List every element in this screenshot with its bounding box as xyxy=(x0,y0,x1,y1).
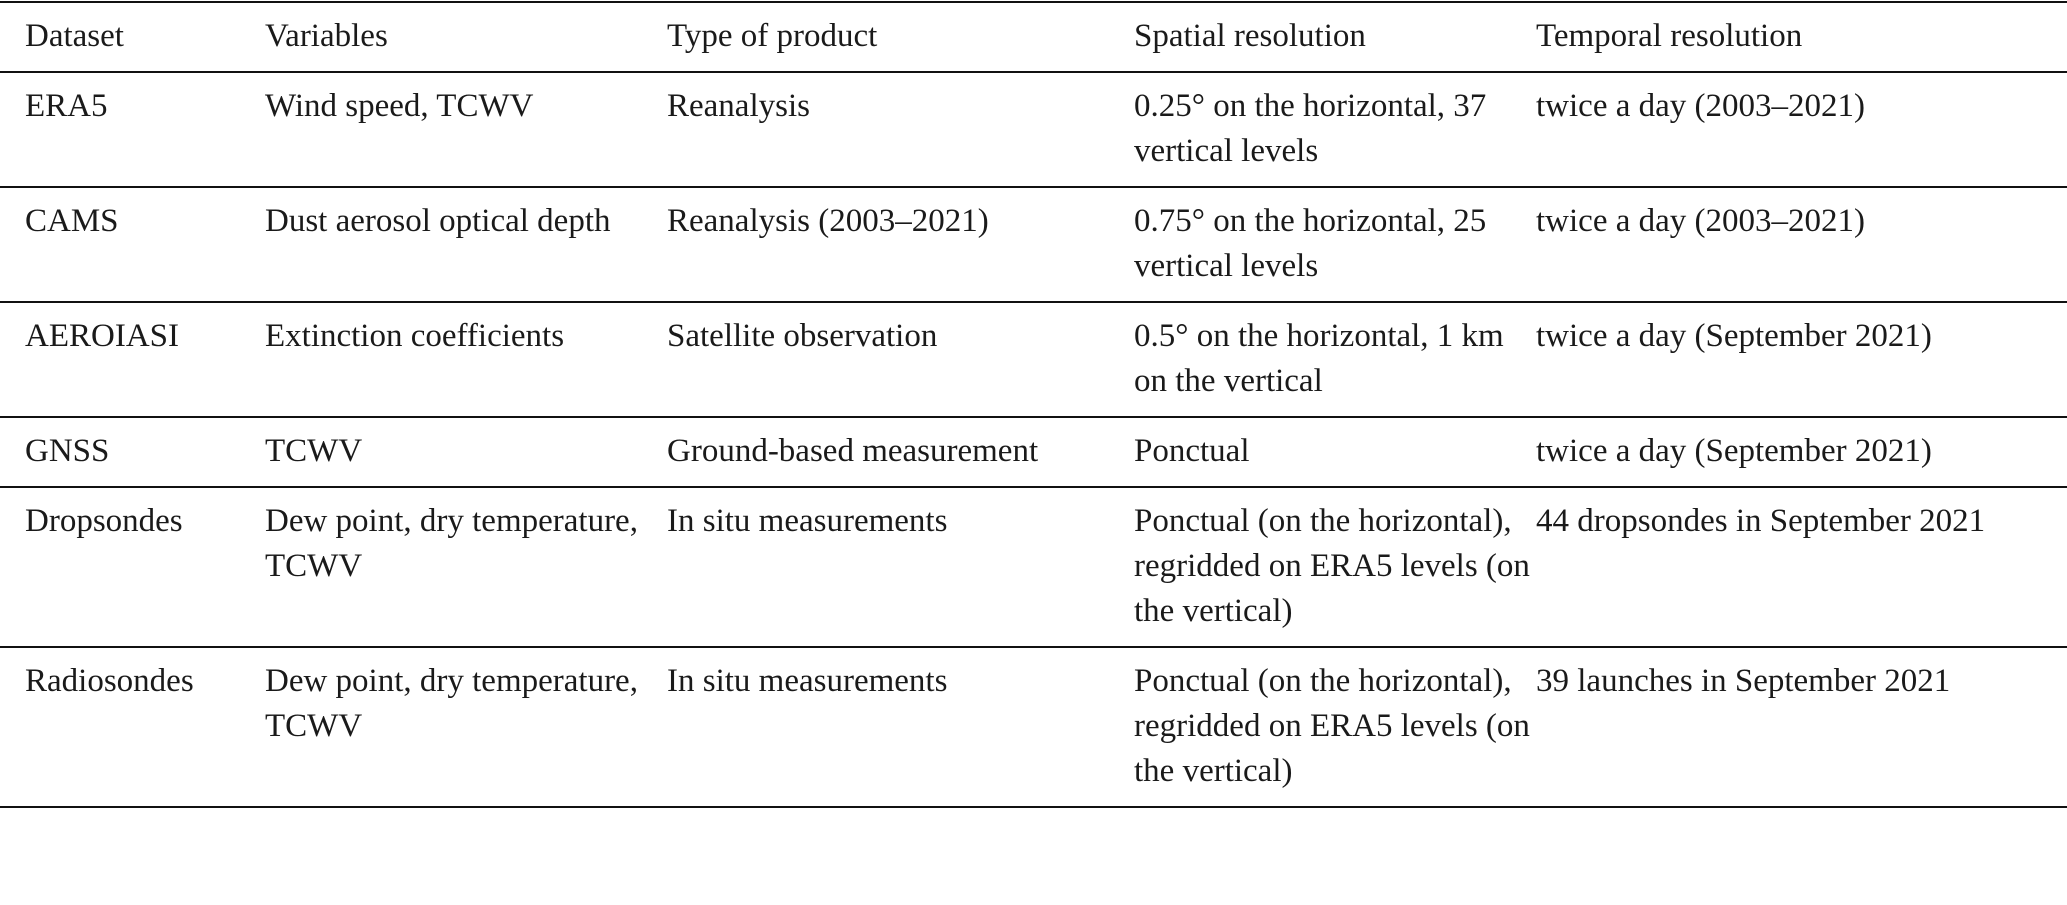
header-variables: Variables xyxy=(265,18,388,54)
cell-variables: Dust aerosol optical depth xyxy=(265,203,611,239)
table-row xyxy=(0,302,2067,417)
table-body xyxy=(0,72,2067,807)
table-row xyxy=(0,417,2067,487)
datasets-table xyxy=(0,1,2067,808)
header-row xyxy=(0,2,2067,72)
cell-spatial-resolution: Ponctual xyxy=(1134,433,1250,469)
cell-variables: Extinction coefficients xyxy=(265,318,565,354)
cell-dataset: Radiosondes xyxy=(25,663,194,699)
table-header xyxy=(0,2,2067,72)
cell-type-of-product: Satellite observation xyxy=(667,318,938,354)
cell-spatial-resolution: 0.5° on the horizontal, 1 km on the vertical xyxy=(1134,318,1504,399)
cell-variables: Dew point, dry temperature, TCWV xyxy=(265,663,638,744)
cell-temporal-resolution: twice a day (September 2021) xyxy=(1536,433,1932,469)
cell-spatial-resolution: 0.25° on the horizontal, 37 vertical levels xyxy=(1134,88,1487,169)
cell-temporal-resolution: twice a day (2003–2021) xyxy=(1536,203,1865,239)
header-temporal-resolution: Temporal resolution xyxy=(1536,18,1803,54)
cell-spatial-resolution: Ponctual (on the horizontal), regridded on ERA5 levels (on the vertical) xyxy=(1134,503,1530,629)
cell-type-of-product: In situ measurements xyxy=(667,503,948,539)
cell-variables: Dew point, dry temperature, TCWV xyxy=(265,503,638,584)
cell-variables: Wind speed, TCWV xyxy=(265,88,534,124)
cell-temporal-resolution: 39 launches in September 2021 xyxy=(1536,663,1951,699)
cell-type-of-product: Ground-based measurement xyxy=(667,433,1039,469)
table-row xyxy=(0,72,2067,187)
cell-spatial-resolution: Ponctual (on the horizontal), regridded on ERA5 levels (on the vertical) xyxy=(1134,663,1530,789)
cell-dataset: GNSS xyxy=(25,433,110,469)
cell-type-of-product: Reanalysis xyxy=(667,88,810,124)
cell-type-of-product: In situ measurements xyxy=(667,663,948,699)
cell-dataset: CAMS xyxy=(25,203,119,239)
table-row xyxy=(0,187,2067,302)
header-type-of-product: Type of product xyxy=(667,18,878,54)
cell-spatial-resolution: 0.75° on the horizontal, 25 vertical levels xyxy=(1134,203,1487,284)
cell-dataset: AEROIASI xyxy=(25,318,179,354)
table-row xyxy=(0,487,2067,647)
cell-dataset: Dropsondes xyxy=(25,503,183,539)
cell-temporal-resolution: twice a day (2003–2021) xyxy=(1536,88,1865,124)
cell-temporal-resolution: 44 dropsondes in September 2021 xyxy=(1536,503,1986,539)
cell-variables: TCWV xyxy=(265,433,363,469)
header-dataset: Dataset xyxy=(25,18,124,54)
cell-dataset: ERA5 xyxy=(25,88,108,124)
table-row xyxy=(0,647,2067,807)
cell-type-of-product: Reanalysis (2003–2021) xyxy=(667,203,989,239)
cell-temporal-resolution: twice a day (September 2021) xyxy=(1536,318,1932,354)
header-spatial-resolution: Spatial resolution xyxy=(1134,18,1366,54)
